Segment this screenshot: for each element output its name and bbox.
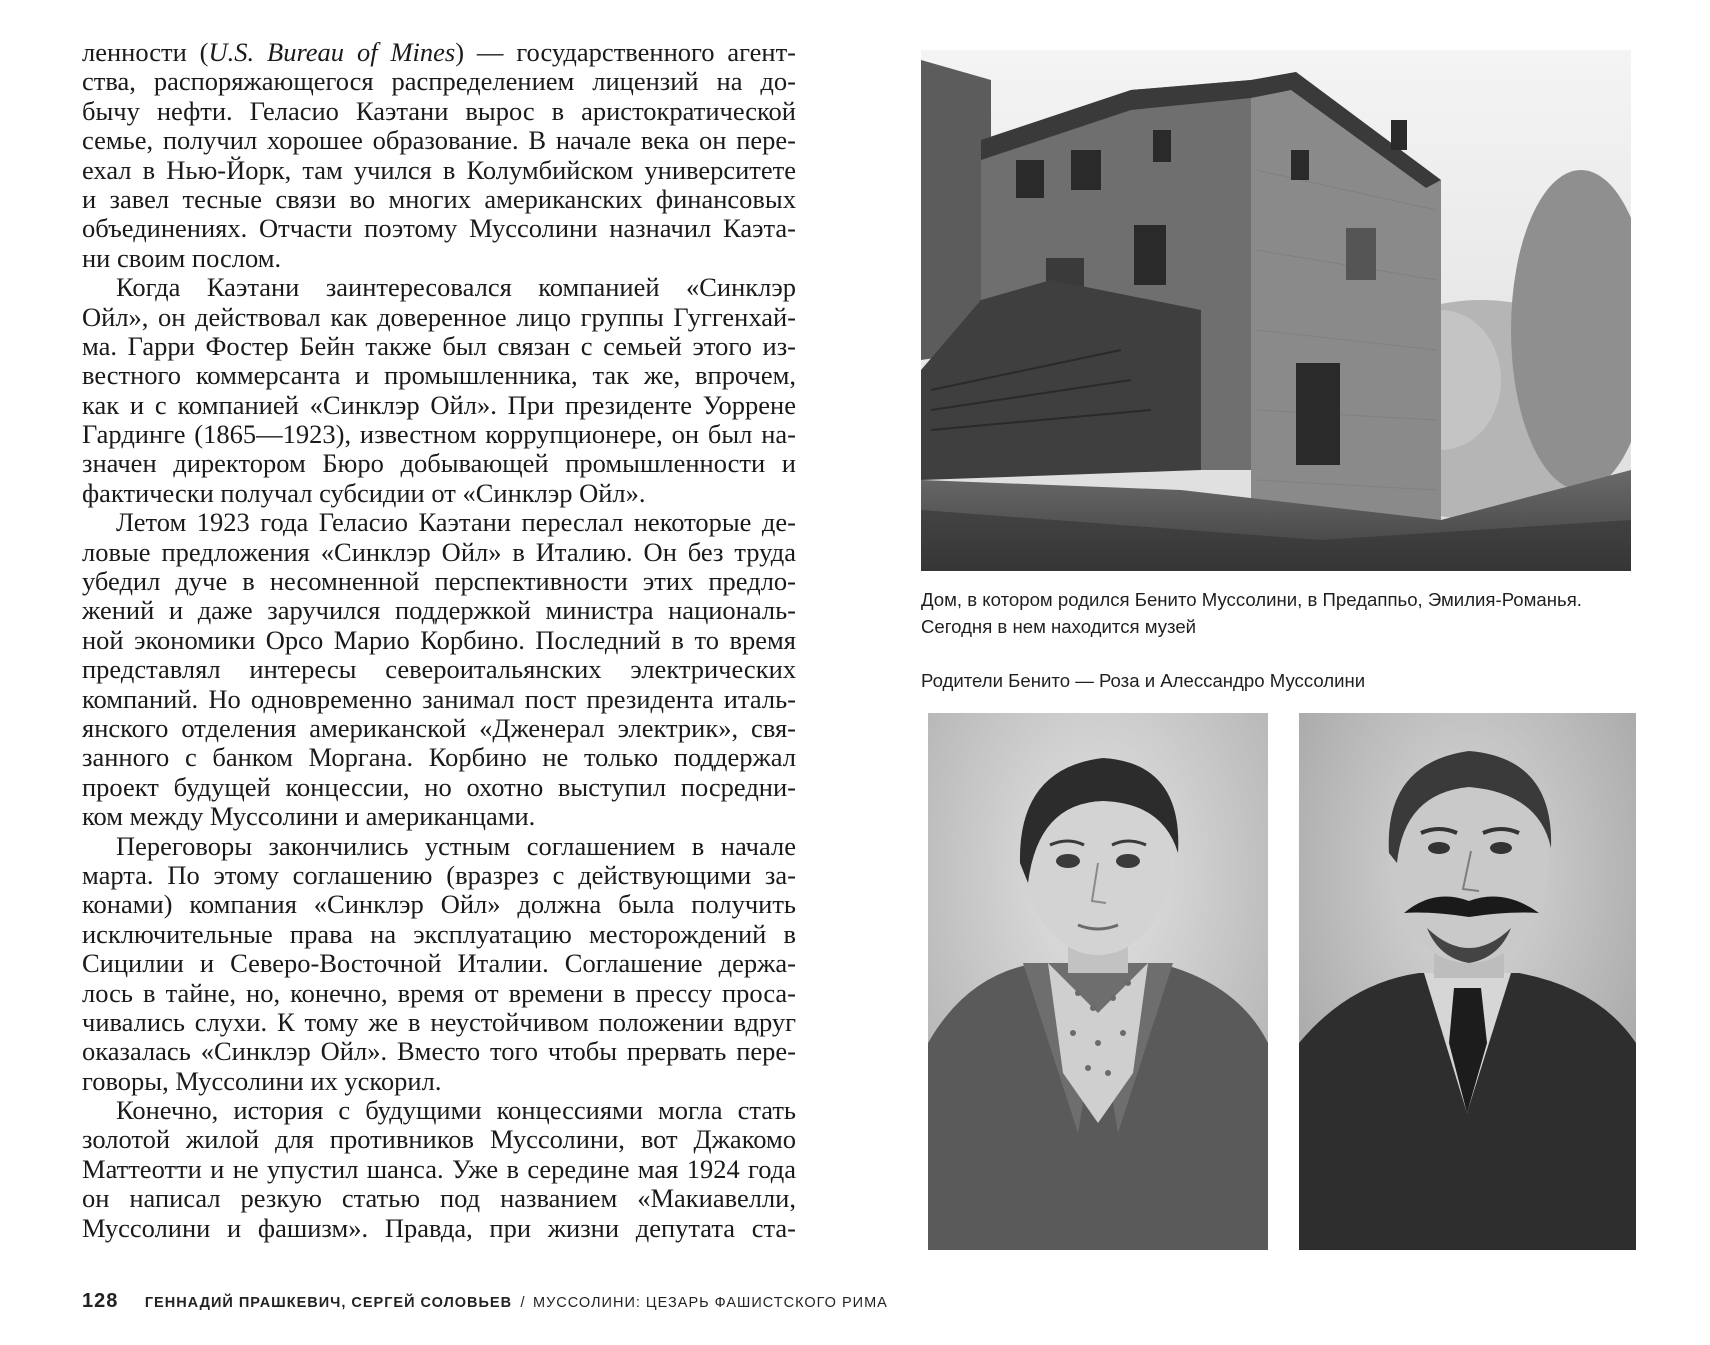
text-line: [82, 655, 796, 684]
text-line: [82, 773, 796, 802]
text-line: [82, 1184, 796, 1213]
text-segment: говоры, Муссолини их ускорил.: [82, 1066, 442, 1096]
text-segment: янского отделения американской «Дженерал электрик», свя-: [82, 713, 796, 743]
text-line: [82, 1037, 796, 1066]
text-line: [82, 38, 796, 67]
house-caption-line-1: Дом, в котором родился Бенито Муссолини, в Предаппьо, Эмилия-Романья.: [921, 589, 1582, 610]
text-line: [82, 567, 796, 596]
text-line: [82, 449, 796, 478]
house-caption-line-2: Сегодня в нем находится музей: [921, 616, 1197, 637]
text-line: [82, 67, 796, 96]
text-segment: объединениях. Отчасти поэтому Муссолини назначил Каэта-: [82, 214, 796, 244]
text-line: [82, 743, 796, 772]
text-segment: занного с банком Моргана. Корбино не только поддержал: [82, 743, 796, 773]
text-segment: семье, получил хорошее образование. В начале века он пере-: [82, 126, 796, 156]
text-segment: Сицилии и Северо-Восточной Италии. Соглашение держа-: [82, 949, 796, 979]
text-line: [82, 1096, 796, 1125]
text-line: [82, 685, 796, 714]
text-segment: ни своим послом.: [82, 243, 282, 273]
text-line: [82, 832, 796, 861]
text-segment: ехал в Нью-Йорк, там учился в Колумбийском университете: [82, 155, 796, 185]
text-segment: ма. Гарри Фостер Бейн также был связан с семьей этого из-: [82, 331, 796, 361]
text-line: [82, 479, 796, 508]
footer-book-title: МУССОЛИНИ: ЦЕЗАРЬ ФАШИСТСКОГО РИМА: [533, 1295, 888, 1311]
text-line: [82, 244, 796, 273]
text-segment: ком между Муссолини и американцами.: [82, 802, 536, 832]
text-line: [82, 1214, 796, 1243]
mother-portrait-image: [928, 713, 1268, 1250]
footer-separator: /: [520, 1295, 525, 1311]
text-line: [82, 802, 796, 831]
house-photo: [921, 50, 1631, 571]
text-line: [82, 979, 796, 1008]
text-segment: фактически получал субсидии от «Синклэр Ойл».: [82, 478, 646, 508]
text-line: [82, 214, 796, 243]
page-footer: [82, 1290, 888, 1313]
text-line: [82, 861, 796, 890]
text-line: [82, 1008, 796, 1037]
parents-caption: Родители Бенито — Роза и Алессандро Муссолини: [921, 670, 1366, 691]
text-segment: Когда Каэтани заинтересовался компанией «Синклэр: [116, 273, 796, 303]
text-segment: конами) компания «Синклэр Ойл» должна была получить: [82, 890, 796, 920]
body-text: [82, 38, 796, 1243]
text-segment: как и с компанией «Синклэр Ойл». При президенте Уоррене: [82, 390, 796, 420]
text-segment: Конечно, история с будущими концессиями могла стать: [116, 1096, 796, 1126]
text-segment: значен директором Бюро добывающей промышленности и: [82, 449, 796, 479]
text-line: [82, 920, 796, 949]
text-segment: Муссолини и фашизм». Правда, при жизни депутата ста-: [82, 1213, 796, 1243]
text-line: [82, 332, 796, 361]
text-line: [82, 596, 796, 625]
page-number: 128: [82, 1290, 119, 1312]
text-segment: ловые предложения «Синклэр Ойл» в Италию. Он без труда: [82, 537, 796, 567]
text-line: [82, 626, 796, 655]
text-line: [82, 391, 796, 420]
text-line: [82, 303, 796, 332]
text-segment: компаний. Но одновременно занимал пост президента италь-: [82, 684, 796, 714]
text-line: [82, 156, 796, 185]
text-segment: проект будущей концессии, но охотно выступил посредни-: [82, 772, 796, 802]
text-line: [82, 1125, 796, 1154]
text-segment: убедил дуче в несомненной перспективности этих предло-: [82, 567, 796, 597]
italic-term: U.S. Bureau of Mines: [208, 38, 456, 67]
house-photo-image: [921, 50, 1631, 571]
text-segment: он написал резкую статью под названием «Макиавелли,: [82, 1184, 796, 1214]
text-segment: ленности (: [82, 38, 209, 67]
text-segment: вестного коммерсанта и промышленника, так же, впрочем,: [82, 361, 796, 391]
text-line: [82, 1155, 796, 1184]
text-segment: представлял интересы североитальянских электрических: [82, 655, 796, 685]
text-segment: бычу нефти. Геласио Каэтани вырос в аристократической: [82, 96, 796, 126]
text-line: [82, 949, 796, 978]
text-line: [82, 273, 796, 302]
text-segment: исключительные права на эксплуатацию месторождений в: [82, 919, 796, 949]
father-portrait: [1299, 713, 1636, 1250]
father-portrait-image: [1299, 713, 1636, 1250]
text-line: [82, 185, 796, 214]
text-segment: и завел тесные связи во многих американских финансовых: [82, 184, 796, 214]
text-line: [82, 126, 796, 155]
text-segment: оказалась «Синклэр Ойл». Вместо того чтобы прервать пере-: [82, 1037, 796, 1067]
text-segment: ) — государственного агент-: [455, 38, 796, 67]
text-line: [82, 420, 796, 449]
mother-portrait: [928, 713, 1268, 1250]
text-line: [82, 97, 796, 126]
text-line: [82, 890, 796, 919]
text-segment: Летом 1923 года Геласио Каэтани переслал некоторые де-: [116, 508, 796, 538]
text-line: [82, 508, 796, 537]
text-segment: марта. По этому соглашению (вразрез с действующими за-: [82, 860, 796, 890]
text-segment: лось в тайне, но, конечно, время от времени в прессу проса-: [82, 978, 796, 1008]
text-segment: Гардинге (1865—1923), известном коррупционере, он был на-: [82, 420, 796, 450]
text-line: [82, 538, 796, 567]
house-caption: [921, 586, 1582, 640]
text-segment: ной экономики Орсо Марио Корбино. Последний в то время: [82, 625, 796, 655]
text-segment: Переговоры закончились устным соглашением в начале: [116, 831, 796, 861]
text-segment: Ойл», он действовал как доверенное лицо группы Гуггенхай-: [82, 302, 796, 332]
text-line: [82, 361, 796, 390]
text-segment: чивались слухи. К тому же в неустойчивом положении вдруг: [82, 1007, 796, 1037]
text-segment: золотой жилой для противников Муссолини, вот Джакомо: [82, 1125, 796, 1155]
text-line: [82, 1067, 796, 1096]
text-segment: жений и даже заручился поддержкой министра националь-: [82, 596, 796, 626]
text-segment: Маттеотти и не упустил шанса. Уже в середине мая 1924 года: [82, 1154, 796, 1184]
text-line: [82, 714, 796, 743]
footer-authors: ГЕННАДИЙ ПРАШКЕВИЧ, СЕРГЕЙ СОЛОВЬЕВ: [144, 1295, 513, 1311]
text-segment: ства, распоряжающегося распределением лицензий на до-: [82, 67, 796, 97]
